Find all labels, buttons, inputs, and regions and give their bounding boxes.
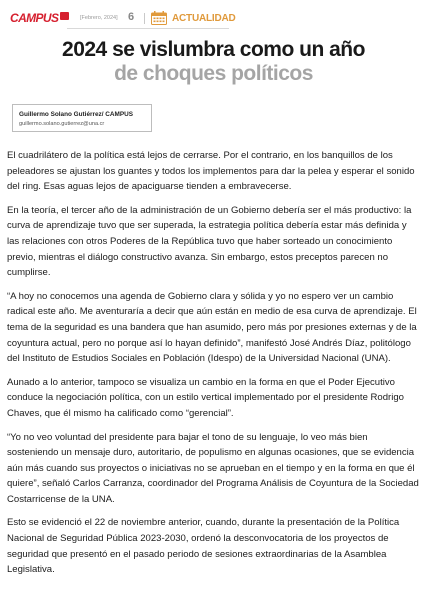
page-number: 6 (128, 11, 135, 23)
header-rule (67, 28, 229, 29)
headline-line-1: 2024 se vislumbra como un año (62, 38, 365, 61)
issue-date: [Febrero, 2024] (80, 15, 118, 21)
section-label: ACTUALIDAD (172, 13, 236, 24)
campus-logo: CAMPUS (10, 11, 59, 25)
logo-mark-icon (60, 12, 69, 20)
article-body (7, 148, 420, 586)
author-email: guillermo.solano.gutierrez@una.cr (19, 121, 105, 127)
header-divider (144, 13, 145, 24)
author-name: Guillermo Solano Gutiérrez/ CAMPUS (19, 111, 133, 118)
paragraph: Esto se evidenció el 22 de noviembre anterior, cuando, durante la presentación de la Política Nacional de Seguridad Pública 2023-2030, ordenó la desconvocatoria de los proyectos de seguridad que presentó en el pasado periodo de sesiones extraordinarias de la Asamblea Legislativa. (7, 517, 400, 576)
calendar-icon (151, 11, 167, 25)
paragraph: “A hoy no conocemos una agenda de Gobierno clara y sólida y yo no espero ver un cambio radical este año. Me aventuraría a decir que aún están en medio de esa curva de aprendizaje. El tema de la seguridad es una bandera que han asumido, pero más por presiones externas y de la coyuntura actual, pero no porque así lo hayan definido”, manifestó José Andrés Díaz, politólogo del Instituto de Estudios Sociales en Población (Idespo) de la Universidad Nacional (UNA). (7, 290, 417, 365)
paragraph: “Yo no veo voluntad del presidente para bajar el tono de su lenguaje, lo veo más bien sosteniendo un mensaje duro, autoritario, de populismo en algunas ocasiones, que se evidencia aún más cuando sus proyectos o iniciativas no se aprueban en el tiempo y en la forma en que él quiere”, señaló Carlos Carranza, coordinador del Programa Análisis de Coyuntura de la Sociedad Costarricense de la UNA. (7, 431, 419, 505)
page-header (10, 10, 427, 28)
headline-line-2: de choques políticos (114, 62, 313, 85)
paragraph: En la teoría, el tercer año de la administración de un Gobierno debería ser el más productivo: la curva de aprendizaje tuvo que ser superada, la estrategia política debería estar más definida y las relaciones con otros Poderes de la República tuvo que haber sorteado un conocimiento previo, mientras el diálogo constructivo avanza. Sin embargo, estos preceptos parecen no cumplirse. (7, 204, 412, 279)
byline-box (12, 104, 152, 132)
paragraph: Aunado a lo anterior, tampoco se visualiza un cambio en la forma en que el Poder Ejecutivo conduce la negociación política, con un estilo vertical implementado por el presidente Rodrigo Chaves, que él mismo ha calificado como “gerencial”. (7, 376, 404, 419)
paragraph: El cuadrilátero de la política está lejos de cerrarse. Por el contrario, en los banquillos de los peleadores se ajustan los guantes y todos los implementos para dar la pelea y esperar el sonido del ring. Esas aguas lejos de apaciguarse tienden a embravecerse. (7, 150, 415, 193)
